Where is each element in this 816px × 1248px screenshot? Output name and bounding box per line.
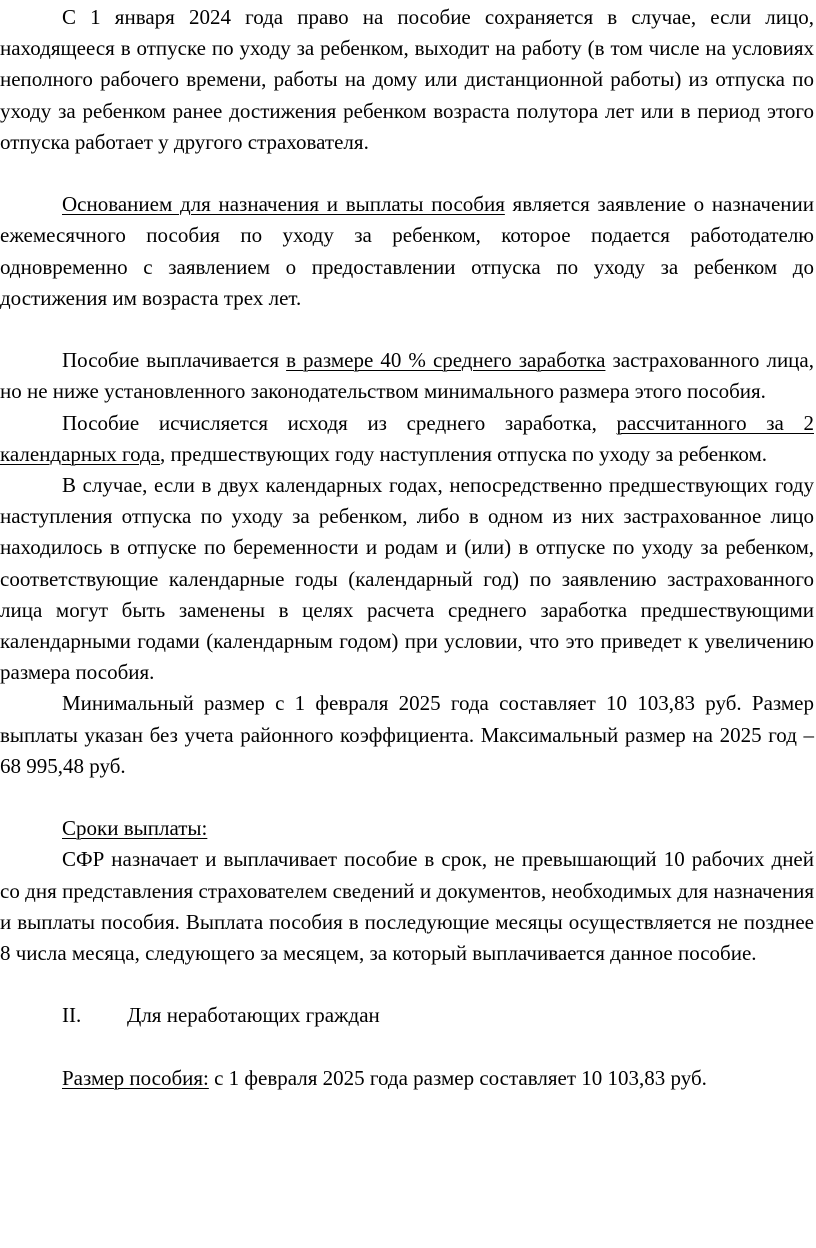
spacer xyxy=(0,969,814,1000)
section-title-text: Для неработающих граждан xyxy=(127,1003,380,1028)
paragraph-benefit-amount xyxy=(0,1063,814,1094)
payment-terms-label: Сроки выплаты: xyxy=(62,816,208,841)
spacer xyxy=(0,1032,814,1063)
paragraph-benefit-retention: С 1 января 2024 года право на пособие сохраняется в случае, если лицо, находящееся в отпуске по уходу за ребенком, выходит на работу (в том числе на условиях неполного рабочего времени, работы на дому или дистанционной работы) из отпуска по уходу за ребенком ранее достижения ребенком возраста полутора лет или в период этого отпуска работает у другого страхователя. xyxy=(0,5,814,154)
paragraph-calculation xyxy=(0,408,814,470)
benefit-amount-label: Размер пособия: xyxy=(62,1065,209,1090)
paragraph-year-replacement: В случае, если в двух календарных годах, непосредственно предшествующих году наступления отпуска по уходу за ребенком, либо в одном из них застрахованное лицо находилось в отпуске по беременности и родам и (или) в отпуске по уходу за ребенком, соответствующие календарные годы (календарный год) по заявлению застрахованного лица могут быть заменены в целях расчета среднего заработка предшествующими календарными годами (календарным годом) при условии, что это приведет к увеличению размера пособия. xyxy=(0,473,814,685)
paragraph-payment-terms: СФР назначает и выплачивает пособие в срок, не превышающий 10 рабочих дней со дня представления страхователем сведений и документов, необходимых для назначения и выплаты пособия. Выплата пособия в последующие месяцы осуществляется не позднее 8 числа месяца, следующего за месяцем, за который выплачивается данное пособие. xyxy=(0,847,814,966)
paragraph-payment-size xyxy=(0,345,814,407)
underlined-two-years-phrase: рассчитанного за 2 календарных года xyxy=(0,410,814,466)
benefit-amount-text: с 1 февраля 2025 года размер составляет 10 103,83 руб. xyxy=(208,1065,707,1090)
calculation-text: , предшествующих году наступления отпуска по уходу за ребенком. xyxy=(160,441,768,466)
paragraph-basis xyxy=(0,189,814,314)
basis-text: является заявление о назначении ежемесячного пособия по уходу за ребенком, которое подается работодателю одновременно с заявлением о предоставлении отпуска по уходу за ребенком до достижения им возраста трех лет. xyxy=(0,192,814,310)
section-number: II. xyxy=(62,1003,82,1028)
section-heading-unemployed xyxy=(0,1000,814,1031)
paragraph-min-max-amount: Минимальный размер с 1 февраля 2025 года составляет 10 103,83 руб. Размер выплаты указан без учета районного коэффициента. Максимальный размер на 2025 год – 68 995,48 руб. xyxy=(0,691,814,778)
calculation-intro: Пособие исчисляется исходя из среднего заработка, xyxy=(62,410,617,435)
underlined-percent-phrase: в размере 40 % среднего заработка xyxy=(286,348,606,373)
spacer xyxy=(0,782,814,813)
payment-size-text: застрахованного лица, но не ниже установленного законодательством минимального размера этого пособия. xyxy=(0,348,814,404)
underlined-basis-phrase: Основанием для назначения и выплаты пособия xyxy=(62,192,505,217)
payment-size-intro: Пособие выплачивается xyxy=(62,348,287,373)
spacer xyxy=(0,314,814,345)
spacer xyxy=(0,158,814,189)
heading-payment-terms xyxy=(0,813,814,844)
